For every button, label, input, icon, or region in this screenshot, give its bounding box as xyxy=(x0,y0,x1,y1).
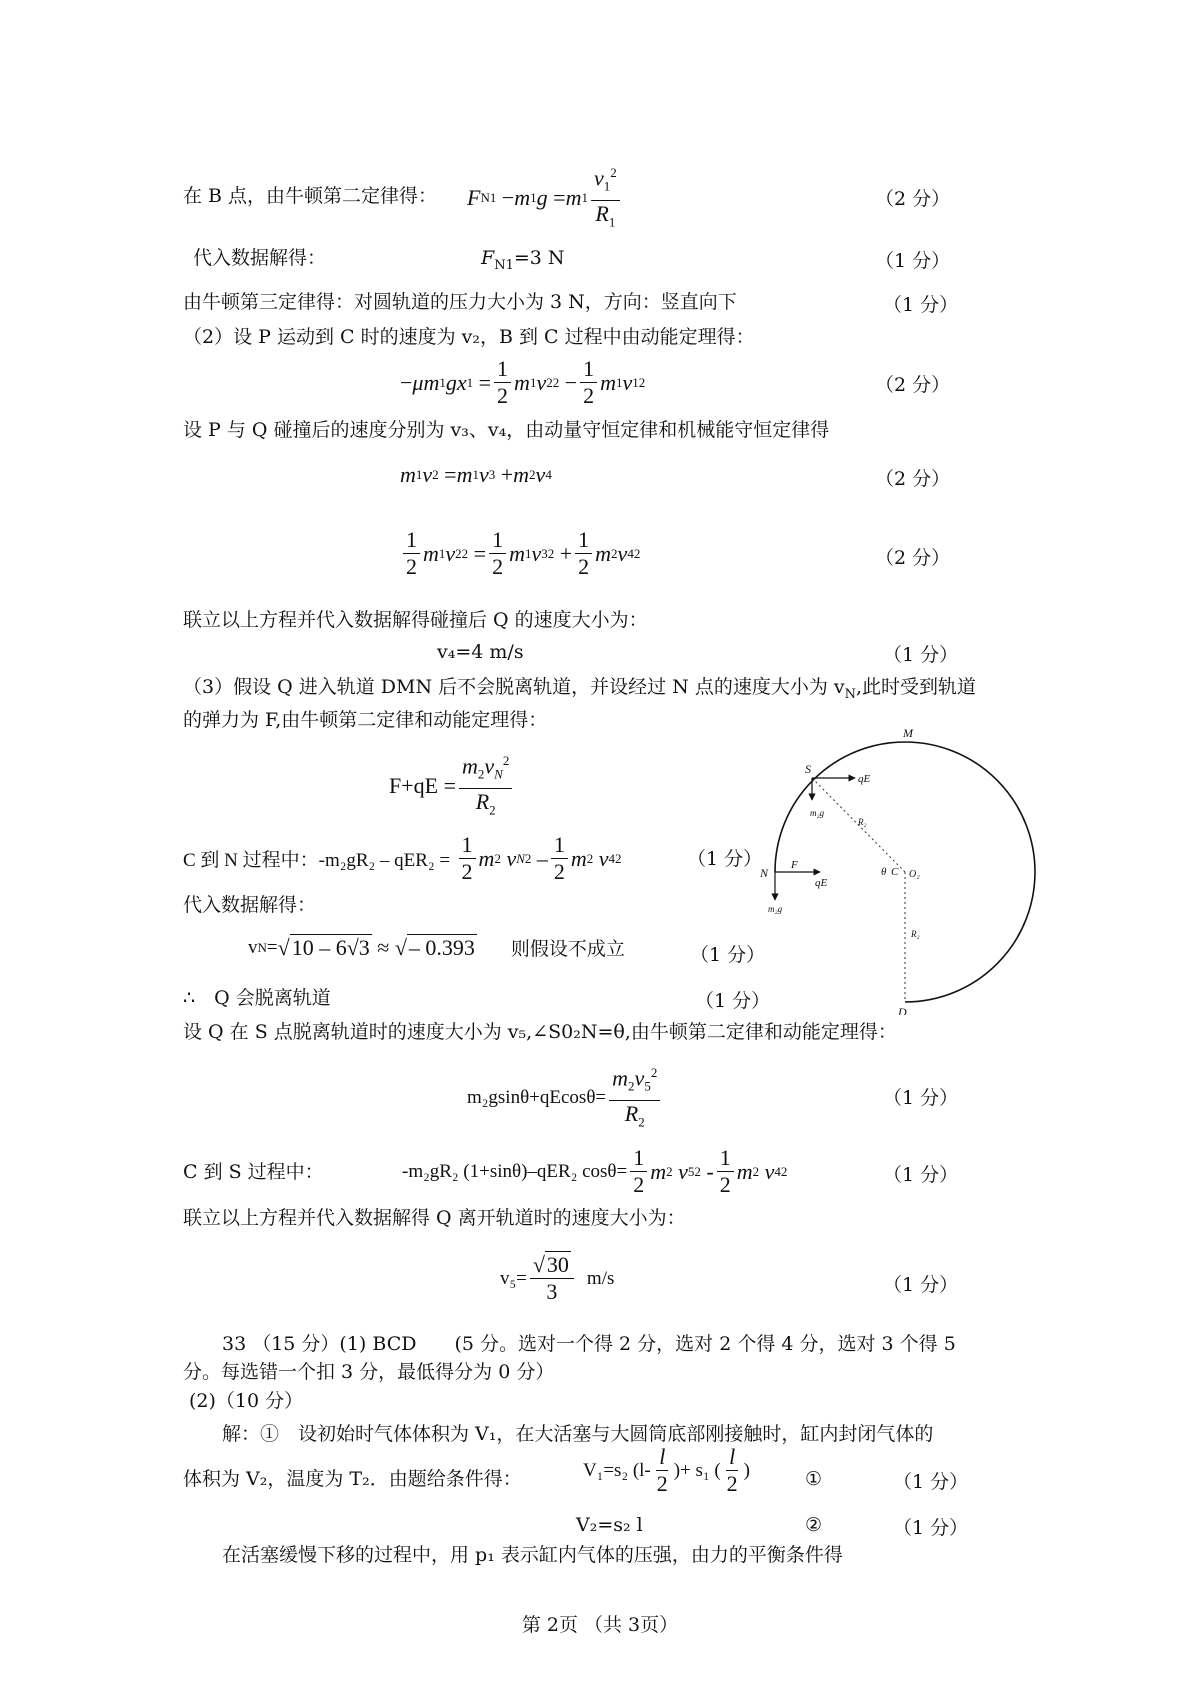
text-line xyxy=(183,675,976,707)
text-line: 33 （15 分）(1) BCD (5 分。选对一个得 2 分，选对 2 个得 4 分，选对 3 个得 5 xyxy=(222,1333,956,1355)
text-line: 由牛顿第三定律得：对圆轨道的压力大小为 3 N，方向：竖直向下 xyxy=(183,291,737,313)
text-line: 联立以上方程并代入数据解得碰撞后 Q 的速度大小为： xyxy=(183,609,648,631)
radicand: 10 – 6√3 xyxy=(291,935,370,960)
score: （1 分） xyxy=(893,1517,969,1539)
text-line: 分。每选错一个扣 3 分，最低得分为 0 分） xyxy=(183,1361,555,1383)
score: （1 分） xyxy=(690,944,766,966)
text-line: 代入数据解得： xyxy=(193,247,327,269)
score: （1 分） xyxy=(883,644,959,666)
label-C: C xyxy=(891,866,899,878)
label-m2g-top: m₂g xyxy=(810,808,825,818)
score: （1 分） xyxy=(883,294,959,316)
text-line: 联立以上方程并代入数据解得 Q 离开轨道时的速度大小为： xyxy=(183,1207,686,1229)
label-S: S xyxy=(805,762,811,776)
label-M: M xyxy=(903,726,913,740)
equation: m₂gsinθ+qEcosθ= $\frac{m_2v_5^2}{R_2}$ xyxy=(467,1060,663,1135)
result-subscript: N1 xyxy=(494,257,514,273)
text-line: 的弹力为 F,由牛顿第二定律和动能定理得： xyxy=(183,709,548,731)
score: （1 分） xyxy=(875,250,951,272)
equation: m 1 v 2 = m 1 v 3 + m 2 v 4 xyxy=(400,462,552,487)
label-qE-top: qE xyxy=(858,773,871,785)
score: （2 分） xyxy=(875,468,951,490)
text-line: 设 Q 在 S 点脱离轨道时的速度大小为 v₅,∠S0₂N=θ,由牛顿第二定律和动能定理得： xyxy=(183,1021,897,1043)
text-part: （3）假设 Q 进入轨道 DMN 后不会脱离轨道，并设经过 N 点的速度大小为 v xyxy=(183,676,845,698)
equation-part: )+ s₁ ( xyxy=(673,1459,721,1481)
equation-lhs: F+qE = xyxy=(389,772,456,798)
subscript: N xyxy=(844,686,856,702)
text-line: 解：① 设初始时气体体积为 V₁，在大活塞与大圆筒底部刚接触时，缸内封闭气体的 xyxy=(222,1423,934,1445)
label-D: D xyxy=(898,1005,907,1015)
equation: -m₂gR₂ (1+sinθ)–qER₂ cosθ= $\frac{1}{2}$ m 2 v 5 2 - $\frac{1}{2}$ m 2 v 4 2 xyxy=(402,1145,788,1197)
track-diagram xyxy=(755,725,1045,1015)
result-symbol: F xyxy=(481,247,495,269)
label-R2-lower: R₂ xyxy=(911,929,920,939)
equation: − μm 1 gx 1 = $\frac{1}{2}$ m 1 v 2 2 − $\frac{1}{2}$ m 1 v 1 2 xyxy=(400,356,646,408)
equation-lhs: -m₂gR₂ (1+sinθ)–qER₂ cosθ= xyxy=(402,1160,628,1182)
text-line: C 到 S 过程中： xyxy=(183,1161,324,1183)
approx-sign: ≈ xyxy=(377,934,390,960)
text-line: 在活塞缓慢下移的过程中，用 p₁ 表示缸内气体的压强，由力的平衡条件得 xyxy=(222,1544,843,1566)
score: （2 分） xyxy=(875,188,951,210)
equation: v₅= $\frac{√30}{3}$ m/s xyxy=(500,1252,615,1304)
result: v₄=4 m/s xyxy=(437,641,524,663)
score: （2 分） xyxy=(875,547,951,569)
equation: C 到 N 过程中：-m₂gR₂ – qER₂ = $\frac{1}{2}$ m 2 v N 2 – $\frac{1}{2}$ m 2 v 4 2 xyxy=(183,832,622,884)
equation: v N = √ 10 – 6√3 ≈ √ – 0.393 则假设不成立 xyxy=(248,934,625,960)
label-m2g-bottom: m₂g xyxy=(768,904,783,914)
score: （1 分） xyxy=(687,848,763,870)
score: （1 分） xyxy=(893,1471,969,1493)
text-part: ,此时受到轨道 xyxy=(856,676,977,698)
equation-subscript: N xyxy=(257,939,267,955)
text-line: 代入数据解得： xyxy=(183,894,317,916)
conclusion: 则假设不成立 xyxy=(510,939,625,960)
text-line: 体积为 V₂，温度为 T₂．由题给条件得： xyxy=(183,1468,522,1490)
score: （1 分） xyxy=(883,1274,959,1296)
equation: $\frac{1}{2}$ m 1 v 2 2 = $\frac{1}{2}$ m 1 v 3 2 + $\frac{1}{2}$ m 2 v 4 2 xyxy=(400,527,640,580)
equation-symbol: v xyxy=(248,936,258,958)
equation: F N1 − m 1 g = m 1 $\frac{v_1^2}{R_1}$ xyxy=(467,160,623,235)
text-line: ∴ Q 会脱离轨道 xyxy=(183,987,331,1009)
label-qE-bottom: qE xyxy=(815,877,828,889)
text-line: (2)（10 分） xyxy=(189,1390,304,1412)
equation-part: ) xyxy=(743,1459,750,1481)
equation: V₁=s₂ (l- $\frac{l}{2}$ )+ s₁ ( $\frac{l}{2}$ ) xyxy=(583,1444,750,1496)
equation-lhs: C 到 N 过程中：-m₂gR₂ – qER₂ = xyxy=(183,850,451,871)
label-R2-upper: R₂ xyxy=(858,817,867,827)
equation-marker: ① xyxy=(805,1468,823,1490)
text-line: V₂=s₂ l xyxy=(576,1514,643,1536)
unit: m/s xyxy=(586,1267,615,1289)
equation-lhs: m₂gsinθ+qEcosθ= xyxy=(467,1086,607,1108)
score: （1 分） xyxy=(883,1087,959,1109)
radicand: – 0.393 xyxy=(408,935,475,960)
equation-equals: = xyxy=(266,936,278,958)
equation-lhs: v₅= xyxy=(500,1267,527,1289)
score: （1 分） xyxy=(695,990,771,1012)
equation-part: V₁=s₂ (l- xyxy=(583,1459,651,1481)
label-O2: O₂ xyxy=(909,869,920,880)
result xyxy=(481,246,565,278)
text-line: （2）设 P 运动到 C 时的速度为 v₂，B 到 C 过程中由动能定理得： xyxy=(183,326,755,348)
label-F: F xyxy=(791,859,798,871)
label-N: N xyxy=(760,866,769,880)
equation: F+qE = $\frac{m_2v_N^2}{R_2}$ xyxy=(389,748,515,823)
result-value: =3 N xyxy=(513,247,565,269)
text-line: 设 P 与 Q 碰撞后的速度分别为 v₃、v₄，由动量守恒定律和机械能守恒定律得 xyxy=(183,419,830,441)
equation-marker: ② xyxy=(805,1514,823,1536)
label-theta: θ xyxy=(881,866,887,878)
text-line: 在 B 点，由牛顿第二定律得： xyxy=(183,185,438,207)
score: （2 分） xyxy=(875,374,951,396)
page-footer: 第 2页 （共 3页） xyxy=(521,1614,679,1636)
score: （1 分） xyxy=(883,1164,959,1186)
